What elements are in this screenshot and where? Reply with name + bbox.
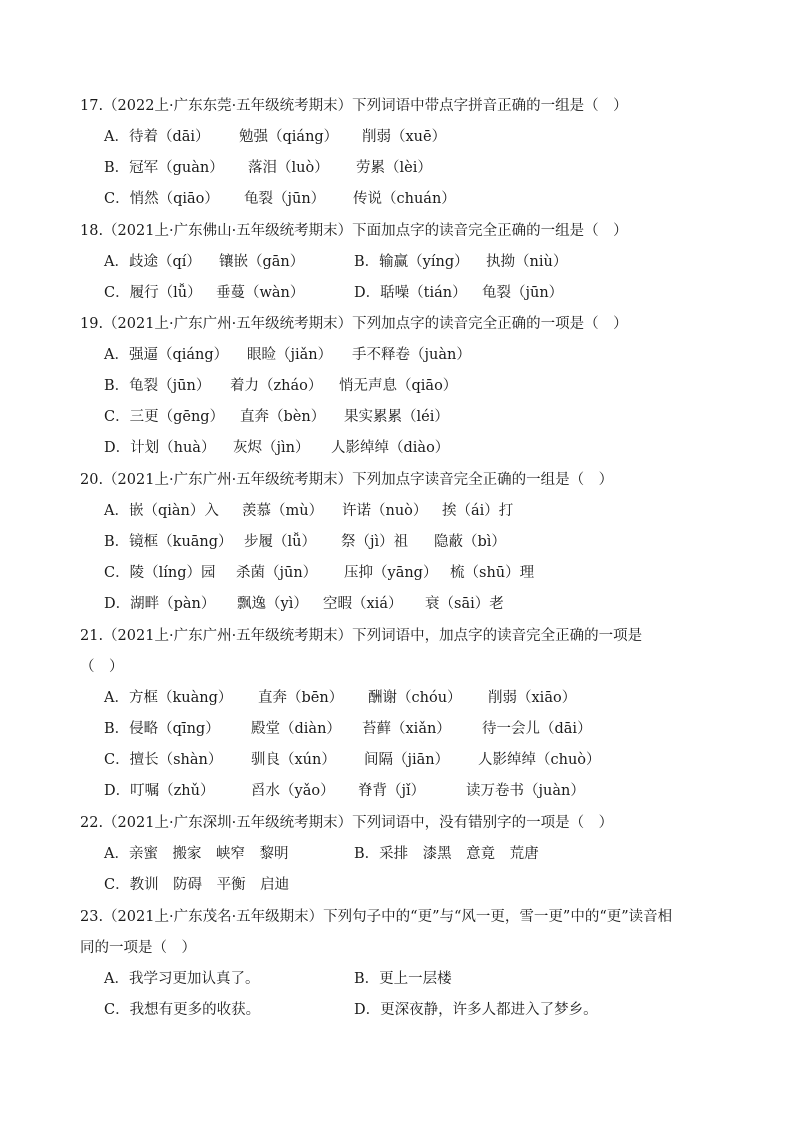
option-item: 衰（sāi）老 (425, 596, 504, 612)
option-item: B．采排 漆黑 意竟 荒唐 (354, 846, 539, 862)
option-item: 落泪（luò） (248, 160, 329, 176)
option-item: 削弱（xuē） (362, 129, 447, 145)
option-item: 梳（shū）理 (450, 565, 535, 581)
option-item: B．龟裂（jūn） (104, 378, 211, 394)
option-item: B．镜框（kuāng） (104, 534, 233, 550)
option-item: A．强逼（qiáng） (104, 347, 229, 363)
question-17-stem: 17.（2022上·广东东莞·五年级统考期末）下列词语中带点字拼音正确的一组是（ ） (80, 98, 628, 114)
option-item: 眼睑（jiǎn） (247, 347, 333, 363)
option-item: B．更上一层楼 (354, 971, 452, 987)
option-item: 勉强（qiáng） (239, 129, 339, 145)
option-item: B．冠军（guàn） (104, 160, 224, 176)
option-item: C．我想有更多的收获。 (104, 1002, 261, 1018)
option-item: 酬谢（chóu） (368, 690, 462, 706)
option-item: 直奔（bēn） (258, 690, 344, 706)
option-item: D．聒噪（tián） (354, 285, 467, 301)
option-item: C．擅长（shàn） (104, 752, 223, 768)
option-item: C．陵（líng）园 (104, 565, 216, 581)
option-item: 羡慕（mù） (242, 503, 324, 519)
option-item: B．输赢（yíng） (354, 254, 469, 270)
question-21-stem: 21.（2021上·广东广州·五年级统考期末）下列词语中，加点字的读音完全正确的一项是 (80, 628, 643, 644)
question-18-stem: 18.（2021上·广东佛山·五年级统考期末）下面加点字的读音完全正确的一组是（ ） (80, 223, 628, 239)
option-item: 灰烬（jìn） (233, 440, 310, 456)
option-item: 间隔（jiān） (364, 752, 450, 768)
option-item: 削弱（xiāo） (488, 690, 577, 706)
option-item: A．歧途（qí） (104, 254, 201, 270)
question-21-stem-continued: （ ） (80, 659, 124, 675)
option-item: 步履（lǚ） (244, 534, 316, 550)
option-item: 直奔（bèn） (240, 409, 326, 425)
option-item: 挨（ái）打 (442, 503, 514, 519)
option-item: 垂蔓（wàn） (216, 285, 305, 301)
option-item: B．侵略（qīng） (104, 721, 220, 737)
option-item: 镶嵌（gān） (219, 254, 305, 270)
option-item: 人影绰绰（chuò） (478, 752, 601, 768)
option-item: 许诺（nuò） (342, 503, 428, 519)
option-item: 待一会儿（dāi） (482, 721, 592, 737)
option-item: 果实累累（léi） (344, 409, 449, 425)
option-item: 殿堂（diàn） (251, 721, 341, 737)
option-item: 悄无声息（qiāo） (339, 378, 458, 394)
option-item: C．三更（gēng） (104, 409, 225, 425)
option-item: 杀菌（jūn） (236, 565, 318, 581)
option-item: A．待着（dāi） (104, 129, 210, 145)
question-23-stem-continued: 同的一项是（ ） (80, 940, 196, 956)
option-item: A．嵌（qiàn）入 (104, 503, 219, 519)
option-item: C．悄然（qiāo） (104, 191, 219, 207)
option-item: D．叮嘱（zhǔ） (104, 783, 215, 799)
option-item: 舀水（yǎo） (251, 783, 335, 799)
option-item: 脊背（jǐ） (358, 783, 426, 799)
question-22-stem: 22.（2021上·广东深圳·五年级统考期末）下列词语中，没有错别字的一项是（ ） (80, 815, 614, 831)
option-item: 龟裂（jūn） (482, 285, 564, 301)
option-item: C．教训 防碍 平衡 启迪 (104, 877, 290, 893)
option-item: 读万卷书（juàn） (466, 783, 585, 799)
option-item: 隐蔽（bì） (434, 534, 506, 550)
option-item: 龟裂（jūn） (244, 191, 326, 207)
question-19-stem: 19.（2021上·广东广州·五年级统考期末）下列加点字的读音完全正确的一项是（ ） (80, 316, 628, 332)
option-item: 着力（zháo） (230, 378, 323, 394)
option-item: 人影绰绰（diào） (331, 440, 450, 456)
question-23-stem: 23.（2021上·广东茂名·五年级期末）下列句子中的“更”与“风一更，雪一更”中的“更”读音相 (80, 909, 673, 925)
option-item: 手不释卷（juàn） (352, 347, 471, 363)
option-item: D．更深夜静，许多人都进入了梦乡。 (354, 1002, 598, 1018)
option-item: 执拗（niù） (486, 254, 568, 270)
option-item: 祭（jì）祖 (341, 534, 409, 550)
option-item: D．计划（huà） (104, 440, 216, 456)
option-item: A．方框（kuàng） (104, 690, 233, 706)
option-item: 驯良（xún） (251, 752, 336, 768)
option-item: 传说（chuán） (353, 191, 456, 207)
option-item: 压抑（yāng） (344, 565, 438, 581)
option-item: A．我学习更加认真了。 (104, 971, 260, 987)
option-item: 劳累（lèi） (356, 160, 432, 176)
option-item: A．亲蜜 搬家 峡窄 黎明 (104, 846, 289, 862)
question-20-stem: 20.（2021上·广东广州·五年级统考期末）下列加点字读音完全正确的一组是（ ） (80, 472, 614, 488)
option-item: C．履行（lǚ） (104, 285, 202, 301)
option-item: 飘逸（yì） (237, 596, 308, 612)
option-item: 苔藓（xiǎn） (362, 721, 451, 737)
option-item: D．湖畔（pàn） (104, 596, 216, 612)
option-item: 空暇（xiá） (323, 596, 403, 612)
